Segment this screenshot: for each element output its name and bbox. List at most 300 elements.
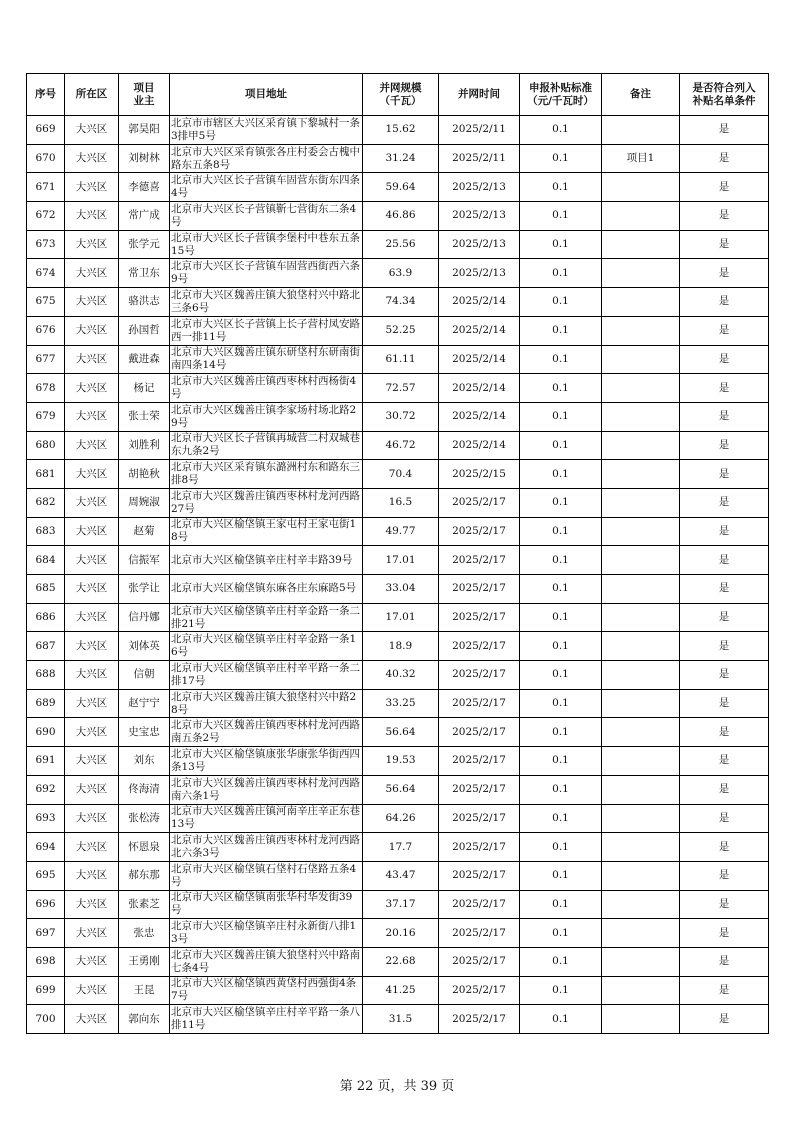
table-row — [27, 575, 769, 604]
row-district: 大兴区 — [65, 1005, 119, 1034]
row-capacity: 17.01 — [363, 546, 439, 575]
row-capacity: 18.9 — [363, 632, 439, 661]
row-grid-date: 2025/2/15 — [439, 460, 520, 489]
row-index: 681 — [27, 460, 65, 489]
row-owner: 史宝忠 — [119, 718, 170, 747]
row-grid-date: 2025/2/17 — [439, 661, 520, 690]
row-owner: 张素芝 — [119, 890, 170, 919]
row-district: 大兴区 — [65, 259, 119, 288]
table-row — [27, 460, 769, 489]
row-subsidy-rate: 0.1 — [520, 374, 602, 403]
row-remarks: 项目1 — [602, 144, 680, 173]
row-district: 大兴区 — [65, 661, 119, 690]
row-address: 北京市大兴区长子营镇车固营东街东四条4号 — [170, 173, 363, 202]
row-grid-date: 2025/2/17 — [439, 775, 520, 804]
row-grid-date: 2025/2/17 — [439, 488, 520, 517]
row-capacity: 31.5 — [363, 1005, 439, 1034]
row-owner: 胡艳秋 — [119, 460, 170, 489]
row-remarks — [602, 402, 680, 431]
row-address: 北京市大兴区采育镇东潞洲村东和路东三排8号 — [170, 460, 363, 489]
row-district: 大兴区 — [65, 546, 119, 575]
row-eligible: 是 — [680, 546, 769, 575]
row-address: 北京市大兴区榆垡镇石垡村石垡路五条4号 — [170, 861, 363, 890]
row-grid-date: 2025/2/17 — [439, 976, 520, 1005]
table-row — [27, 202, 769, 231]
row-subsidy-rate: 0.1 — [520, 460, 602, 489]
row-grid-date: 2025/2/14 — [439, 288, 520, 317]
row-owner: 信振军 — [119, 546, 170, 575]
row-address: 北京市大兴区魏善庄镇东研垡村东研南街南四条14号 — [170, 345, 363, 374]
row-subsidy-rate: 0.1 — [520, 517, 602, 546]
row-remarks — [602, 689, 680, 718]
row-capacity: 56.64 — [363, 775, 439, 804]
row-eligible: 是 — [680, 374, 769, 403]
row-district: 大兴区 — [65, 890, 119, 919]
row-index: 693 — [27, 804, 65, 833]
row-address: 北京市大兴区魏善庄镇西枣林村西杨街4号 — [170, 374, 363, 403]
row-district: 大兴区 — [65, 288, 119, 317]
row-capacity: 61.11 — [363, 345, 439, 374]
row-subsidy-rate: 0.1 — [520, 546, 602, 575]
row-subsidy-rate: 0.1 — [520, 861, 602, 890]
row-address: 北京市大兴区魏善庄镇西枣林村龙河西路北六条3号 — [170, 833, 363, 862]
row-index: 692 — [27, 775, 65, 804]
table-row — [27, 947, 769, 976]
row-address: 北京市大兴区魏善庄镇大狼垡村兴中路28号 — [170, 689, 363, 718]
row-address: 北京市大兴区采育镇张各庄村委会古槐中路东五条8号 — [170, 144, 363, 173]
row-capacity: 49.77 — [363, 517, 439, 546]
table-header-row — [27, 74, 769, 116]
row-address: 北京市大兴区榆垡镇辛庄村辛平路一条八排11号 — [170, 1005, 363, 1034]
row-index: 682 — [27, 488, 65, 517]
row-subsidy-rate: 0.1 — [520, 1005, 602, 1034]
row-eligible: 是 — [680, 718, 769, 747]
row-owner: 怀恩泉 — [119, 833, 170, 862]
row-index: 685 — [27, 575, 65, 604]
table-row — [27, 288, 769, 317]
table-row — [27, 374, 769, 403]
row-eligible: 是 — [680, 460, 769, 489]
row-index: 694 — [27, 833, 65, 862]
row-remarks — [602, 460, 680, 489]
row-capacity: 16.5 — [363, 488, 439, 517]
row-remarks — [602, 661, 680, 690]
row-grid-date: 2025/2/17 — [439, 919, 520, 948]
row-eligible: 是 — [680, 661, 769, 690]
row-capacity: 41.25 — [363, 976, 439, 1005]
table-row — [27, 976, 769, 1005]
row-remarks — [602, 890, 680, 919]
row-district: 大兴区 — [65, 804, 119, 833]
row-subsidy-rate: 0.1 — [520, 947, 602, 976]
row-grid-date: 2025/2/14 — [439, 345, 520, 374]
row-eligible: 是 — [680, 603, 769, 632]
row-district: 大兴区 — [65, 431, 119, 460]
row-eligible: 是 — [680, 1005, 769, 1034]
row-subsidy-rate: 0.1 — [520, 316, 602, 345]
row-remarks — [602, 804, 680, 833]
table-row — [27, 116, 769, 145]
row-remarks — [602, 976, 680, 1005]
row-index: 680 — [27, 431, 65, 460]
row-eligible: 是 — [680, 116, 769, 145]
row-district: 大兴区 — [65, 976, 119, 1005]
row-subsidy-rate: 0.1 — [520, 173, 602, 202]
table-row — [27, 144, 769, 173]
row-district: 大兴区 — [65, 919, 119, 948]
row-grid-date: 2025/2/17 — [439, 804, 520, 833]
row-remarks — [602, 833, 680, 862]
row-remarks — [602, 116, 680, 145]
row-remarks — [602, 345, 680, 374]
row-index: 670 — [27, 144, 65, 173]
row-owner: 张学元 — [119, 230, 170, 259]
row-owner: 刘胜利 — [119, 431, 170, 460]
row-index: 677 — [27, 345, 65, 374]
row-grid-date: 2025/2/17 — [439, 718, 520, 747]
row-subsidy-rate: 0.1 — [520, 259, 602, 288]
row-subsidy-rate: 0.1 — [520, 804, 602, 833]
row-capacity: 72.57 — [363, 374, 439, 403]
page-footer: 第 22 页，共 39 页 — [339, 1079, 455, 1094]
row-address: 北京市大兴区魏善庄镇李家场村场北路29号 — [170, 402, 363, 431]
row-grid-date: 2025/2/11 — [439, 116, 520, 145]
row-subsidy-rate: 0.1 — [520, 976, 602, 1005]
row-eligible: 是 — [680, 833, 769, 862]
row-grid-date: 2025/2/11 — [439, 144, 520, 173]
row-address: 北京市大兴区榆垡镇辛庄村辛丰路39号 — [170, 546, 363, 575]
row-address: 北京市大兴区榆垡镇辛庄村永新街八排13号 — [170, 919, 363, 948]
row-eligible: 是 — [680, 689, 769, 718]
row-eligible: 是 — [680, 947, 769, 976]
row-district: 大兴区 — [65, 144, 119, 173]
row-owner: 刘东 — [119, 747, 170, 776]
row-index: 678 — [27, 374, 65, 403]
row-remarks — [602, 718, 680, 747]
row-capacity: 70.4 — [363, 460, 439, 489]
row-eligible: 是 — [680, 890, 769, 919]
row-address: 北京市大兴区榆垡镇辛庄村辛平路一条二排17号 — [170, 661, 363, 690]
row-owner: 孙国哲 — [119, 316, 170, 345]
table-row — [27, 259, 769, 288]
row-eligible: 是 — [680, 402, 769, 431]
row-eligible: 是 — [680, 202, 769, 231]
row-owner: 王勇刚 — [119, 947, 170, 976]
row-capacity: 74.34 — [363, 288, 439, 317]
row-eligible: 是 — [680, 632, 769, 661]
row-address: 北京市大兴区长子营镇再城营二村双城巷东九条2号 — [170, 431, 363, 460]
row-grid-date: 2025/2/17 — [439, 890, 520, 919]
subsidy-table — [26, 73, 769, 1034]
row-owner: 信朝 — [119, 661, 170, 690]
row-district: 大兴区 — [65, 374, 119, 403]
row-eligible: 是 — [680, 747, 769, 776]
row-owner: 张松涛 — [119, 804, 170, 833]
table-row — [27, 718, 769, 747]
row-capacity: 15.62 — [363, 116, 439, 145]
row-grid-date: 2025/2/14 — [439, 402, 520, 431]
row-address: 北京市大兴区榆垡镇西黄垡村西强街4条7号 — [170, 976, 363, 1005]
row-owner: 张忠 — [119, 919, 170, 948]
row-owner: 骆洪志 — [119, 288, 170, 317]
row-index: 676 — [27, 316, 65, 345]
table-row — [27, 890, 769, 919]
row-index: 690 — [27, 718, 65, 747]
row-address: 北京市大兴区榆垡镇王家屯村王家屯街18号 — [170, 517, 363, 546]
row-index: 697 — [27, 919, 65, 948]
row-remarks — [602, 288, 680, 317]
row-capacity: 25.56 — [363, 230, 439, 259]
row-district: 大兴区 — [65, 202, 119, 231]
row-remarks — [602, 861, 680, 890]
row-owner: 王昆 — [119, 976, 170, 1005]
row-address: 北京市大兴区魏善庄镇河南辛庄辛正东巷13号 — [170, 804, 363, 833]
table-row — [27, 661, 769, 690]
row-capacity: 52.25 — [363, 316, 439, 345]
row-owner: 郭向东 — [119, 1005, 170, 1034]
row-grid-date: 2025/2/17 — [439, 632, 520, 661]
row-address: 北京市大兴区长子营镇车固营西街西六条9号 — [170, 259, 363, 288]
row-grid-date: 2025/2/17 — [439, 575, 520, 604]
row-address: 北京市大兴区魏善庄镇大狼垡村兴中路北三条6号 — [170, 288, 363, 317]
row-index: 695 — [27, 861, 65, 890]
row-grid-date: 2025/2/17 — [439, 517, 520, 546]
row-owner: 杨记 — [119, 374, 170, 403]
row-subsidy-rate: 0.1 — [520, 144, 602, 173]
row-remarks — [602, 632, 680, 661]
row-subsidy-rate: 0.1 — [520, 919, 602, 948]
row-eligible: 是 — [680, 488, 769, 517]
row-index: 700 — [27, 1005, 65, 1034]
table-row — [27, 804, 769, 833]
row-subsidy-rate: 0.1 — [520, 689, 602, 718]
table-body — [27, 116, 769, 1034]
row-address: 北京市大兴区长子营镇上长子营村凤安路西一排11号 — [170, 316, 363, 345]
row-subsidy-rate: 0.1 — [520, 288, 602, 317]
row-index: 686 — [27, 603, 65, 632]
row-remarks — [602, 316, 680, 345]
row-index: 688 — [27, 661, 65, 690]
row-remarks — [602, 546, 680, 575]
row-remarks — [602, 431, 680, 460]
row-owner: 常广成 — [119, 202, 170, 231]
row-subsidy-rate: 0.1 — [520, 116, 602, 145]
row-grid-date: 2025/2/14 — [439, 374, 520, 403]
row-remarks — [602, 374, 680, 403]
row-capacity: 63.9 — [363, 259, 439, 288]
row-capacity: 33.04 — [363, 575, 439, 604]
row-eligible: 是 — [680, 345, 769, 374]
row-capacity: 33.25 — [363, 689, 439, 718]
table-row — [27, 316, 769, 345]
row-grid-date: 2025/2/17 — [439, 546, 520, 575]
row-address: 北京市大兴区魏善庄镇西枣林村龙河西路南六条1号 — [170, 775, 363, 804]
col-header-index: 序号 — [27, 74, 65, 116]
row-capacity: 31.24 — [363, 144, 439, 173]
row-grid-date: 2025/2/17 — [439, 603, 520, 632]
row-grid-date: 2025/2/17 — [439, 861, 520, 890]
row-remarks — [602, 230, 680, 259]
row-index: 684 — [27, 546, 65, 575]
row-eligible: 是 — [680, 288, 769, 317]
row-address: 北京市大兴区魏善庄镇大狼垡村兴中路南七条4号 — [170, 947, 363, 976]
table-row — [27, 833, 769, 862]
row-index: 689 — [27, 689, 65, 718]
row-subsidy-rate: 0.1 — [520, 488, 602, 517]
row-remarks — [602, 575, 680, 604]
row-address: 北京市大兴区长子营镇李堡村中巷东五条15号 — [170, 230, 363, 259]
row-district: 大兴区 — [65, 316, 119, 345]
table-row — [27, 747, 769, 776]
row-eligible: 是 — [680, 431, 769, 460]
row-eligible: 是 — [680, 230, 769, 259]
row-district: 大兴区 — [65, 603, 119, 632]
row-capacity: 43.47 — [363, 861, 439, 890]
row-eligible: 是 — [680, 575, 769, 604]
table-row — [27, 1005, 769, 1034]
row-subsidy-rate: 0.1 — [520, 890, 602, 919]
row-eligible: 是 — [680, 517, 769, 546]
table-row — [27, 919, 769, 948]
table-row — [27, 603, 769, 632]
row-index: 699 — [27, 976, 65, 1005]
row-district: 大兴区 — [65, 488, 119, 517]
row-grid-date: 2025/2/17 — [439, 1005, 520, 1034]
row-index: 675 — [27, 288, 65, 317]
row-subsidy-rate: 0.1 — [520, 661, 602, 690]
row-index: 691 — [27, 747, 65, 776]
row-capacity: 37.17 — [363, 890, 439, 919]
row-subsidy-rate: 0.1 — [520, 431, 602, 460]
row-capacity: 30.72 — [363, 402, 439, 431]
row-remarks — [602, 173, 680, 202]
row-owner: 赵宁宁 — [119, 689, 170, 718]
row-capacity: 46.72 — [363, 431, 439, 460]
row-district: 大兴区 — [65, 718, 119, 747]
row-remarks — [602, 259, 680, 288]
table-row — [27, 775, 769, 804]
row-district: 大兴区 — [65, 402, 119, 431]
col-header-capacity: 并网规模 （千瓦） — [363, 74, 439, 116]
table-row — [27, 861, 769, 890]
row-district: 大兴区 — [65, 861, 119, 890]
row-remarks — [602, 603, 680, 632]
table-row — [27, 431, 769, 460]
row-capacity: 40.32 — [363, 661, 439, 690]
col-header-district: 所在区 — [65, 74, 119, 116]
row-index: 679 — [27, 402, 65, 431]
row-capacity: 17.01 — [363, 603, 439, 632]
row-district: 大兴区 — [65, 689, 119, 718]
row-subsidy-rate: 0.1 — [520, 402, 602, 431]
row-owner: 信丹娜 — [119, 603, 170, 632]
row-remarks — [602, 202, 680, 231]
row-grid-date: 2025/2/13 — [439, 202, 520, 231]
table-row — [27, 402, 769, 431]
row-subsidy-rate: 0.1 — [520, 775, 602, 804]
row-grid-date: 2025/2/14 — [439, 431, 520, 460]
row-district: 大兴区 — [65, 173, 119, 202]
row-capacity: 19.53 — [363, 747, 439, 776]
row-address: 北京市大兴区魏善庄镇西枣林村龙河西路南五条2号 — [170, 718, 363, 747]
row-index: 673 — [27, 230, 65, 259]
col-header-owner: 项目 业主 — [119, 74, 170, 116]
row-owner: 戴进森 — [119, 345, 170, 374]
row-subsidy-rate: 0.1 — [520, 345, 602, 374]
row-remarks — [602, 488, 680, 517]
table-row — [27, 689, 769, 718]
row-capacity: 17.7 — [363, 833, 439, 862]
table-row — [27, 488, 769, 517]
row-owner: 佟海清 — [119, 775, 170, 804]
row-remarks — [602, 1005, 680, 1034]
row-owner: 李德喜 — [119, 173, 170, 202]
row-subsidy-rate: 0.1 — [520, 747, 602, 776]
row-eligible: 是 — [680, 976, 769, 1005]
table-row — [27, 517, 769, 546]
table-row — [27, 173, 769, 202]
row-owner: 赵菊 — [119, 517, 170, 546]
row-subsidy-rate: 0.1 — [520, 632, 602, 661]
row-address: 北京市市辖区大兴区采育镇下黎城村一条3排甲5号 — [170, 116, 363, 145]
row-remarks — [602, 747, 680, 776]
table-row — [27, 546, 769, 575]
row-capacity: 46.86 — [363, 202, 439, 231]
row-remarks — [602, 947, 680, 976]
row-district: 大兴区 — [65, 517, 119, 546]
row-capacity: 59.64 — [363, 173, 439, 202]
row-subsidy-rate: 0.1 — [520, 575, 602, 604]
col-header-remarks: 备注 — [602, 74, 680, 116]
row-subsidy-rate: 0.1 — [520, 230, 602, 259]
row-index: 683 — [27, 517, 65, 546]
row-index: 687 — [27, 632, 65, 661]
row-eligible: 是 — [680, 775, 769, 804]
row-address: 北京市大兴区长子营镇靳七营街东二条4号 — [170, 202, 363, 231]
row-eligible: 是 — [680, 919, 769, 948]
row-address: 北京市大兴区榆垡镇辛庄村辛金路一条16号 — [170, 632, 363, 661]
row-owner: 刘树林 — [119, 144, 170, 173]
row-eligible: 是 — [680, 259, 769, 288]
row-subsidy-rate: 0.1 — [520, 202, 602, 231]
row-grid-date: 2025/2/17 — [439, 689, 520, 718]
row-subsidy-rate: 0.1 — [520, 833, 602, 862]
row-address: 北京市大兴区榆垡镇东麻各庄东麻路5号 — [170, 575, 363, 604]
row-district: 大兴区 — [65, 947, 119, 976]
row-owner: 常卫东 — [119, 259, 170, 288]
row-owner: 郝东那 — [119, 861, 170, 890]
row-owner: 张士荣 — [119, 402, 170, 431]
row-district: 大兴区 — [65, 345, 119, 374]
row-district: 大兴区 — [65, 747, 119, 776]
row-district: 大兴区 — [65, 632, 119, 661]
row-capacity: 20.16 — [363, 919, 439, 948]
table-row — [27, 345, 769, 374]
col-header-address: 项目地址 — [170, 74, 363, 116]
row-grid-date: 2025/2/17 — [439, 947, 520, 976]
row-eligible: 是 — [680, 861, 769, 890]
row-index: 672 — [27, 202, 65, 231]
table-row — [27, 632, 769, 661]
row-eligible: 是 — [680, 316, 769, 345]
col-header-eligible: 是否符合列入 补贴名单条件 — [680, 74, 769, 116]
row-address: 北京市大兴区榆垡镇南张华村华发街39号 — [170, 890, 363, 919]
row-capacity: 22.68 — [363, 947, 439, 976]
row-capacity: 56.64 — [363, 718, 439, 747]
row-remarks — [602, 517, 680, 546]
row-subsidy-rate: 0.1 — [520, 718, 602, 747]
row-district: 大兴区 — [65, 575, 119, 604]
